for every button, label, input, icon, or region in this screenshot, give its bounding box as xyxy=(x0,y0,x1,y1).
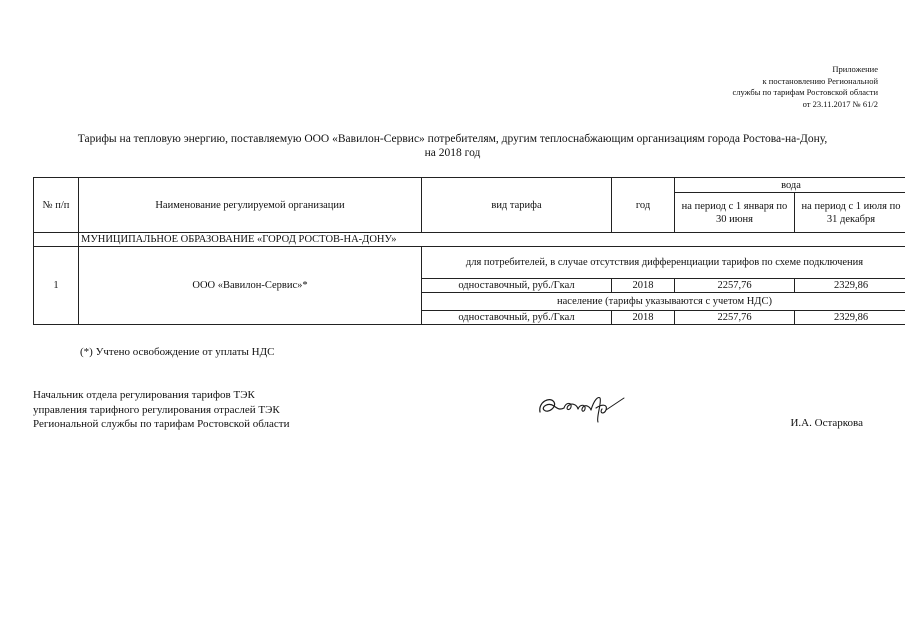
header-period-2: на период с 1 июля по 31 декабря xyxy=(795,193,905,233)
year-cell: 2018 xyxy=(612,311,675,325)
tariff-table xyxy=(33,177,905,325)
signer-line: Начальник отдела регулирования тарифов ТЭК xyxy=(33,389,255,401)
signer-title xyxy=(33,388,290,432)
title-line-1: Тарифы на тепловую энергию, поставляемую ООО «Вавилон-Сервис» потребителям, другим теплоснабжающим организациям города Ростова-на-Дону, xyxy=(77,133,828,145)
group-label: для потребителей, в случае отсутствия дифференциации тарифов по схеме подключения xyxy=(422,247,905,279)
appendix-line: Приложение xyxy=(832,64,878,74)
period-2-value: 2329,86 xyxy=(795,311,905,325)
tariff-type-cell: одноставочный, руб./Гкал xyxy=(422,311,612,325)
period-2-value: 2329,86 xyxy=(795,279,905,293)
document-title xyxy=(30,132,875,160)
title-line-2: на 2018 год xyxy=(424,147,481,159)
header-tariff-type: вид тарифа xyxy=(422,178,612,233)
signer-line: Региональной службы по тарифам Ростовской области xyxy=(33,418,290,430)
vat-note: (*) Учтено освобождение от уплаты НДС xyxy=(80,346,275,358)
appendix-header xyxy=(578,64,878,110)
appendix-line: к постановлению Региональной xyxy=(762,75,878,86)
appendix-line: от 23.11.2017 № 61/2 xyxy=(802,98,878,109)
municipality-num-cell xyxy=(34,233,79,247)
header-num: № п/п xyxy=(34,178,79,233)
header-org: Наименование регулируемой организации xyxy=(79,178,422,233)
row-num: 1 xyxy=(34,247,79,325)
handwritten-signature xyxy=(536,388,628,424)
appendix-line: службы по тарифам Ростовской области xyxy=(732,87,878,97)
tariff-type-cell: одноставочный, руб./Гкал xyxy=(422,279,612,293)
signer-line: управления тарифного регулирования отраслей ТЭК xyxy=(33,403,280,416)
year-cell: 2018 xyxy=(612,279,675,293)
header-period-1: на период с 1 января по 30 июня xyxy=(675,193,795,233)
row-org: ООО «Вавилон-Сервис»* xyxy=(79,247,422,325)
municipality-row: МУНИЦИПАЛЬНОЕ ОБРАЗОВАНИЕ «ГОРОД РОСТОВ-НА-ДОНУ» xyxy=(79,233,905,247)
period-1-value: 2257,76 xyxy=(675,311,795,325)
group-label: население (тарифы указываются с учетом НДС) xyxy=(422,293,905,311)
period-1-value: 2257,76 xyxy=(675,279,795,293)
signee-name: И.А. Остаркова xyxy=(790,417,863,429)
header-water: вода xyxy=(675,178,905,193)
header-year: год xyxy=(612,178,675,233)
